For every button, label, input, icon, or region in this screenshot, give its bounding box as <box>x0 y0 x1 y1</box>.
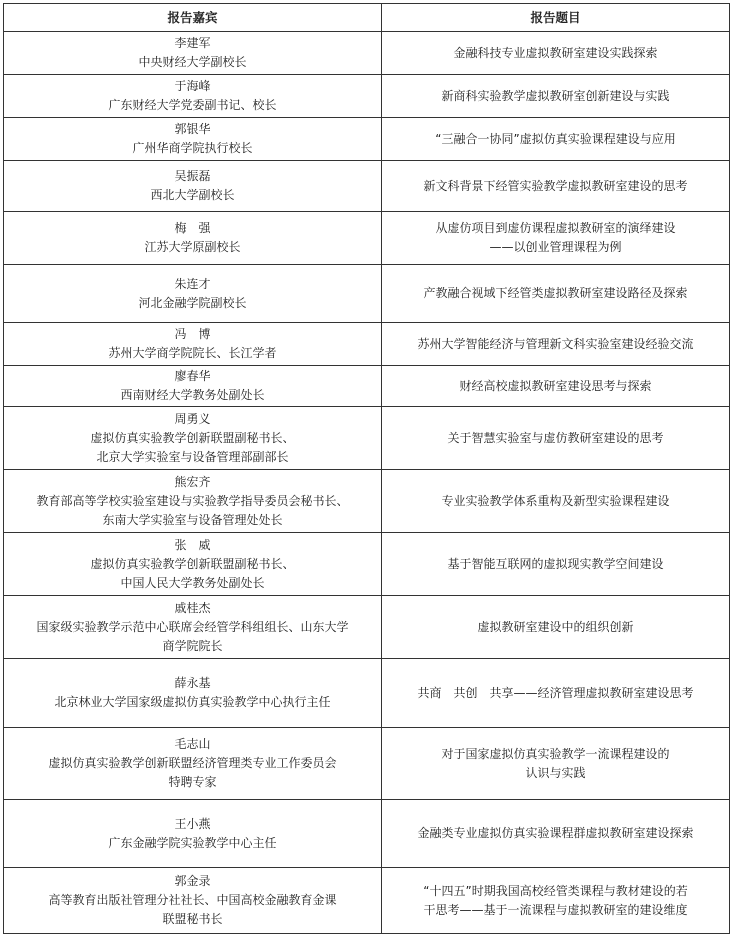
speaker-cell <box>4 32 382 75</box>
topic-cell <box>382 596 730 659</box>
speaker-cell <box>4 265 382 323</box>
table-row <box>4 470 730 533</box>
speaker-name: 郭金录 <box>174 874 211 888</box>
speaker-name: 郭银华 <box>174 122 211 136</box>
table-row <box>4 323 730 366</box>
speaker-name: 薛永基 <box>174 676 211 690</box>
speaker-title: 高等教育出版社管理分社社长、中国高校金融教育金课 <box>48 893 337 907</box>
speaker-title: 东南大学实验室与设备管理处处长 <box>102 512 283 527</box>
speaker-title: 中国人民大学教务处副处长 <box>120 575 265 590</box>
speaker-title: 中央财经大学副校长 <box>138 55 247 69</box>
topic-text: 财经高校虚拟教研室建设思考与探索 <box>459 378 652 393</box>
speakers-table <box>3 3 730 934</box>
speaker-cell <box>4 728 382 800</box>
speaker-cell <box>4 212 382 265</box>
speaker-cell <box>4 800 382 868</box>
header-topic: 报告题目 <box>382 4 730 32</box>
topic-cell <box>382 533 730 596</box>
table-row <box>4 659 730 728</box>
table-row <box>4 596 730 659</box>
speaker-title: 虚拟仿真实验教学创新联盟副秘书长、 <box>90 430 295 445</box>
table-row <box>4 75 730 118</box>
speaker-cell <box>4 118 382 161</box>
table-row <box>4 118 730 161</box>
table-row <box>4 212 730 265</box>
topic-text: 关于智慧实验室与虚仿教研室建设的思考 <box>447 430 664 445</box>
topic-text: 新文科背景下经管实验教学虚拟教研室建设的思考 <box>423 178 688 193</box>
speaker-title: 广东财经大学党委副书记、校长 <box>108 98 277 112</box>
topic-cell <box>382 118 730 161</box>
table-row <box>4 728 730 800</box>
speaker-cell <box>4 323 382 366</box>
topic-cell <box>382 470 730 533</box>
speaker-cell <box>4 868 382 934</box>
topic-cell <box>382 407 730 470</box>
speaker-title: 北京大学实验室与设备管理部副部长 <box>96 449 289 464</box>
speaker-title: 商学院院长 <box>162 638 223 653</box>
speaker-name: 冯 博 <box>174 327 211 341</box>
table-row <box>4 868 730 934</box>
speaker-name: 吴振磊 <box>174 169 211 183</box>
topic-cell <box>382 366 730 407</box>
speaker-title: 广东金融学院实验教学中心主任 <box>108 835 277 850</box>
header-speaker: 报告嘉宾 <box>4 4 382 32</box>
speaker-cell <box>4 596 382 659</box>
topic-text: 新商科实验教学虚拟教研室创新建设与实践 <box>441 88 670 103</box>
topic-cell <box>382 161 730 212</box>
topic-text: 基于智能互联网的虚拟现实教学空间建设 <box>447 556 664 571</box>
speaker-title: 苏州大学商学院院长、长江学者 <box>108 346 277 360</box>
topic-text: 金融科技专业虚拟教研室建设实践探索 <box>453 45 658 60</box>
speaker-cell <box>4 470 382 533</box>
topic-text: 虚拟教研室建设中的组织创新 <box>477 619 634 634</box>
topic-text: 认识与实践 <box>525 765 586 780</box>
topic-text: 共商 共创 共享——经济管理虚拟教研室建设思考 <box>417 685 694 700</box>
speaker-cell <box>4 533 382 596</box>
speaker-title: 北京林业大学国家级虚拟仿真实验教学中心执行主任 <box>54 695 331 709</box>
table-row <box>4 407 730 470</box>
topic-cell <box>382 868 730 934</box>
speaker-cell <box>4 659 382 728</box>
topic-text: “十四五”时期我国高校经管类课程与教材建设的若 <box>423 883 688 898</box>
table-row <box>4 161 730 212</box>
topic-text: “三融合一协同”虚拟仿真实验课程建设与应用 <box>435 131 676 146</box>
topic-cell <box>382 800 730 868</box>
topic-cell <box>382 265 730 323</box>
speaker-cell <box>4 161 382 212</box>
speaker-cell <box>4 75 382 118</box>
topic-text: 产教融合视域下经管类虚拟教研室建设路径及探索 <box>423 286 688 300</box>
speaker-name: 王小燕 <box>174 816 211 831</box>
speaker-name: 周勇义 <box>174 411 211 426</box>
speaker-title: 西北大学副校长 <box>150 188 235 202</box>
speaker-name: 毛志山 <box>174 737 211 751</box>
speaker-cell <box>4 407 382 470</box>
speaker-name: 戚桂杰 <box>174 600 211 615</box>
speaker-name: 李建军 <box>174 36 211 50</box>
speaker-title: 特聘专家 <box>168 775 217 789</box>
topic-text: ——以创业管理课程为例 <box>489 240 622 254</box>
speaker-title: 虚拟仿真实验教学创新联盟经济管理类专业工作委员会 <box>48 756 337 770</box>
topic-text: 苏州大学智能经济与管理新文科实验室建设经验交流 <box>417 336 694 351</box>
topic-cell <box>382 212 730 265</box>
speaker-name: 梅 强 <box>174 221 211 235</box>
speaker-name: 廖春华 <box>174 369 211 383</box>
table-row <box>4 32 730 75</box>
speaker-name: 张 威 <box>174 537 211 552</box>
header-row <box>4 4 730 32</box>
speaker-title: 国家级实验教学示范中心联席会经管学科组组长、山东大学 <box>36 619 349 634</box>
table-row <box>4 366 730 407</box>
topic-text: 金融类专业虚拟仿真实验课程群虚拟教研室建设探索 <box>417 826 694 840</box>
topic-cell <box>382 75 730 118</box>
topic-cell <box>382 728 730 800</box>
topic-text: 对于国家虚拟仿真实验教学一流课程建设的 <box>441 746 670 761</box>
speaker-title: 教育部高等学校实验室建设与实验教学指导委员会秘书长、 <box>36 493 349 508</box>
table-row <box>4 800 730 868</box>
topic-text: 从虚仿项目到虚仿课程虚拟教研室的演绎建设 <box>435 221 676 235</box>
topic-text: 干思考——基于一流课程与虚拟教研室的建设维度 <box>423 902 688 917</box>
speaker-title: 西南财经大学教务处副处长 <box>120 388 265 402</box>
topic-cell <box>382 32 730 75</box>
topic-cell <box>382 323 730 366</box>
table-row <box>4 533 730 596</box>
table-row <box>4 265 730 323</box>
speaker-title: 河北金融学院副校长 <box>138 295 247 310</box>
speaker-title: 虚拟仿真实验教学创新联盟副秘书长、 <box>90 556 295 571</box>
speaker-title: 广州华商学院执行校长 <box>132 141 253 155</box>
topic-text: 专业实验教学体系重构及新型实验课程建设 <box>441 493 670 508</box>
speaker-cell <box>4 366 382 407</box>
speaker-name: 于海峰 <box>174 79 211 93</box>
speaker-name: 朱连才 <box>174 276 211 291</box>
speaker-name: 熊宏齐 <box>174 474 211 489</box>
speaker-title: 联盟秘书长 <box>162 912 223 926</box>
speaker-title: 江苏大学原副校长 <box>144 240 241 254</box>
topic-cell <box>382 659 730 728</box>
